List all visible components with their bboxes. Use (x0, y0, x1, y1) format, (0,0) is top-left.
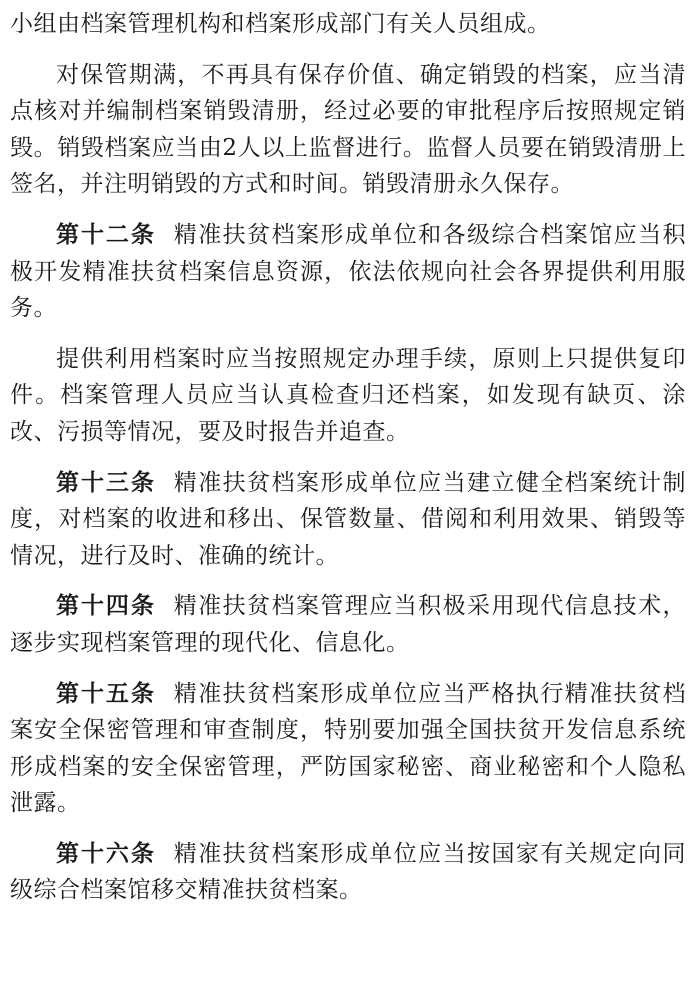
article-text: 精准扶贫档案形成单位和各级综合档案馆应当积极开发精准扶贫档案信息资源，依法依规向社会各界提供利用服务。 (10, 221, 686, 322)
article-text: 精准扶贫档案形成单位应当按国家有关规定向同级综合档案馆移交精准扶贫档案。 (10, 840, 686, 904)
article-number: 第十五条 (56, 680, 156, 707)
article-text: 精准扶贫档案形成单位应当建立健全档案统计制度，对档案的收进和移出、保管数量、借阅和利用效果、销毁等情况，进行及时、准确的统计。 (10, 469, 686, 569)
article-text: 精准扶贫档案管理应当积极采用现代信息技术，逐步实现档案管理的现代化、信息化。 (10, 593, 686, 656)
paragraph-destruction (10, 57, 686, 203)
paragraph-text: 提供利用档案时应当按照规定办理手续，原则上只提供复印件。档案管理人员应当认真检查归还档案，如发现有缺页、涂改、污损等情况，要及时报告并追查。 (10, 345, 686, 445)
paragraph-continuation (10, 6, 686, 43)
article-number: 第十二条 (56, 221, 156, 248)
article-15 (10, 676, 686, 822)
article-number: 第十六条 (56, 840, 156, 867)
article-13 (10, 465, 686, 575)
paragraph-text: 小组由档案管理机构和档案形成部门有关人员组成。 (10, 11, 551, 37)
article-14 (10, 588, 686, 661)
article-text: 精准扶贫档案形成单位应当严格执行精准扶贫档案安全保密管理和审查制度，特别要加强全国扶贫开发信息系统形成档案的安全保密管理，严防国家秘密、商业秘密和个人隐私泄露。 (10, 680, 686, 817)
paragraph-usage (10, 341, 686, 451)
article-number: 第十四条 (56, 593, 156, 620)
article-number: 第十三条 (56, 469, 156, 496)
article-16 (10, 836, 686, 909)
article-12 (10, 217, 686, 327)
paragraph-text: 对保管期满，不再具有保存价值、确定销毁的档案，应当清点核对并编制档案销毁清册，经过必要的审批程序后按照规定销毁。销毁档案应当由2人以上监督进行。监督人员要在销毁清册上签名，并注明销毁的方式和时间。销毁清册永久保存。 (10, 61, 686, 198)
